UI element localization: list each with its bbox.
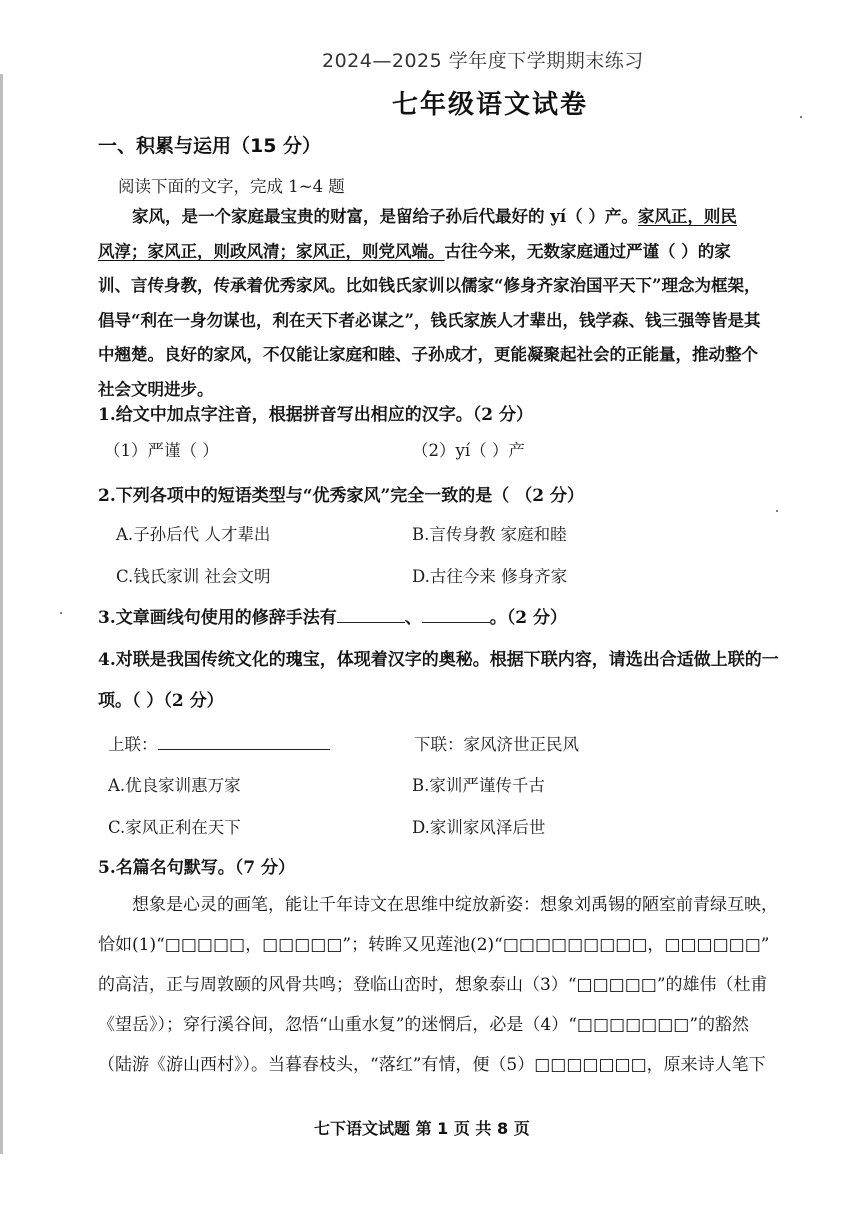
- scan-speck: [800, 116, 802, 118]
- reading-passage: [98, 200, 806, 407]
- passage-line: 社会文明进步。: [98, 379, 214, 399]
- question-1-item-b: （2）yí（ ）产: [412, 441, 525, 460]
- passage-line: 风淳；家风正，则政风清；家风正，则党风端。古往今来，无数家庭通过严谨（ ）的家: [98, 241, 731, 261]
- reading-instruction: 阅读下面的文字，完成 1~4 题: [118, 177, 345, 196]
- question-2-option-b: B.言传身教 家庭和睦: [412, 525, 567, 544]
- answer-blank[interactable]: [422, 608, 490, 623]
- question-4-option-c: C.家风正利在天下: [108, 818, 241, 837]
- question-5-stem: 5.名篇名句默写。（7 分）: [98, 858, 295, 878]
- couplet-upper: 上联：: [108, 731, 330, 755]
- scan-speck: [60, 612, 62, 614]
- passage-line: 倡导“利在一身勿谋也，利在天下者必谋之”，钱氏家族人才辈出，钱学森、钱三强等皆是其: [98, 310, 761, 330]
- question-1-stem: 1.给文中加点字注音，根据拼音写出相应的汉字。（2 分）: [98, 405, 533, 425]
- question-5-line: 恰如(1)“□□□□□，□□□□□”；转眸又见莲池(2)“□□□□□□□□□，□□□□□□”: [98, 935, 770, 955]
- question-5-line: 《望岳》）；穿行溪谷间，忽悟“山重水复”的迷惘后，必是（4）“□□□□□□□”的豁然: [98, 1015, 750, 1035]
- question-4-stem-line2: 项。（ ）（2 分）: [98, 691, 224, 711]
- passage-line: 中翘楚。良好的家风，不仅能让家庭和睦、子孙成才，更能凝聚起社会的正能量，推动整个: [98, 345, 758, 364]
- section-heading: 一、积累与运用（15 分）: [98, 135, 322, 157]
- question-2-stem: 2.下列各项中的短语类型与“优秀家风”完全一致的是（ （2 分）: [98, 486, 584, 506]
- underlined-sentence: 风淳；家风正，则政风清；家风正，则党风端。: [98, 241, 445, 261]
- exam-header: 2024—2025 学年度下学期期末练习: [322, 50, 644, 72]
- question-4-option-a: A.优良家训惠万家: [108, 776, 241, 795]
- question-2-option-d: D.古往今来 修身齐家: [412, 567, 568, 586]
- question-5-passage: [98, 885, 808, 1085]
- question-4-option-b: B.家训严谨传千古: [412, 776, 545, 795]
- question-1-item-a: （1）严谨（ ）: [104, 441, 219, 460]
- page-footer: 七下语文试题 第 1 页 共 8 页: [314, 1119, 530, 1138]
- question-5-line: 的高洁，正与周敦颐的风骨共鸣；登临山峦时，想象泰山（3）“□□□□□”的雄伟（杜甫: [98, 975, 768, 995]
- underlined-sentence: 家风正，则民: [637, 207, 737, 226]
- question-5-line: 想象是心灵的画笔，能让千年诗文在思维中绽放新姿：想象刘禹锡的陋室前青绿互映，: [132, 895, 778, 915]
- scan-speck: [776, 510, 778, 512]
- passage-line: 家风，是一个家庭最宝贵的财富，是留给子孙后代最好的 yí（ ）产。家风正，则民: [132, 207, 737, 226]
- page-title: 七年级语文试卷: [392, 90, 589, 120]
- question-4-option-d: D.家训家风泽后世: [412, 818, 546, 837]
- question-2-option-c: C.钱氏家训 社会文明: [116, 567, 271, 586]
- answer-blank[interactable]: [337, 608, 405, 623]
- passage-line: 训、言传身教，传承着优秀家风。比如钱氏家训以儒家“修身齐家治国平天下”理念为框架，: [98, 276, 761, 295]
- page-edge-shadow: [0, 74, 3, 1154]
- question-2-option-a: A.子孙后代 人才辈出: [116, 525, 271, 544]
- question-5-line: （陆游《游山西村》）。当暮春枝头，“落红”有情，便（5）□□□□□□□，原来诗人笔下: [98, 1055, 766, 1075]
- question-3-stem: 3.文章画线句使用的修辞手法有 、 。（2 分）: [98, 608, 567, 628]
- question-4-stem-line1: 4.对联是我国传统文化的瑰宝，体现着汉字的奥秘。根据下联内容，请选出合适做上联的一: [98, 650, 779, 670]
- couplet-upper-blank[interactable]: [158, 735, 330, 750]
- couplet-lower: 下联：家风济世正民风: [414, 735, 579, 754]
